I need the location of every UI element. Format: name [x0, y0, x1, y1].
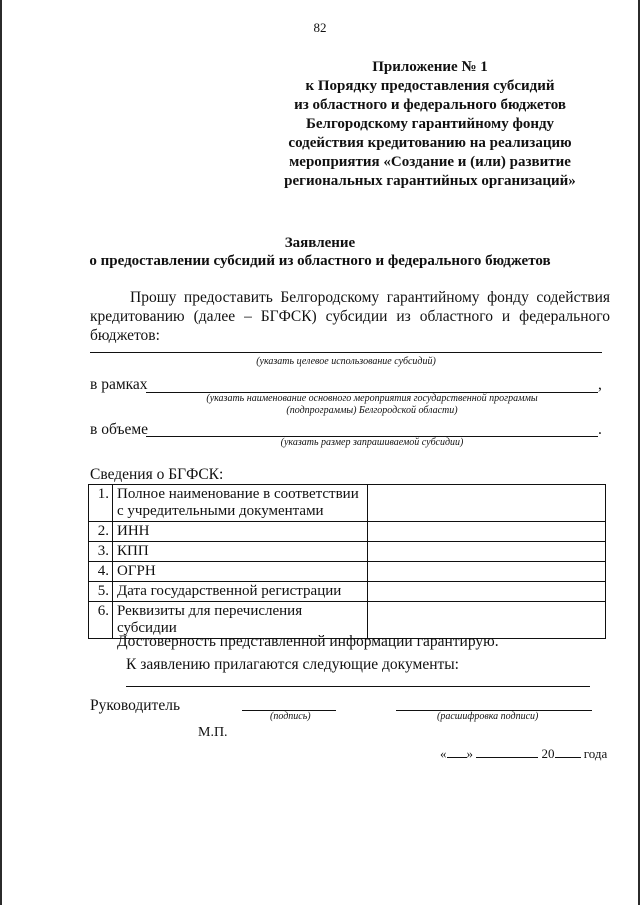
stamp-label: М.П. [198, 725, 228, 740]
row-number: 2. [89, 522, 113, 542]
table-row [89, 562, 606, 582]
scope-label: в рамках [90, 376, 148, 393]
signature-hint: (подпись) [270, 711, 311, 722]
year-suffix: года [583, 746, 608, 761]
table-row [89, 522, 606, 542]
appendix-line: региональных гарантийных организаций» [284, 173, 576, 189]
head-label: Руководитель [90, 697, 181, 714]
attachments-text: К заявлению прилагаются следующие документы: [126, 656, 459, 673]
row-label: ИНН [113, 522, 368, 542]
appendix-line: Приложение № 1 [372, 59, 488, 75]
bgfsk-info-table [88, 484, 606, 639]
request-paragraph: Прошу предоставить Белгородскому гарантийному фонду содействия кредитованию (далее – БГФСК) субсидии из областного и федерального бюджетов: [90, 289, 610, 344]
decode-hint: (расшифровка подписи) [437, 711, 539, 722]
row-number: 3. [89, 542, 113, 562]
table-row [89, 485, 606, 522]
row-label: Дата государственной регистрации [113, 582, 368, 602]
page-border-left [0, 0, 2, 905]
table-row [89, 582, 606, 602]
table-row [89, 542, 606, 562]
row-number: 6. [89, 602, 113, 639]
row-label: ОГРН [113, 562, 368, 582]
row-value-field[interactable] [368, 582, 606, 602]
row-value-field[interactable] [368, 522, 606, 542]
month-blank[interactable] [476, 757, 538, 758]
row-number: 5. [89, 582, 113, 602]
title-line-1: Заявление [284, 235, 356, 251]
document-title [0, 234, 640, 270]
day-blank[interactable] [447, 757, 467, 758]
date-line [440, 746, 607, 762]
row-value-field[interactable] [368, 542, 606, 562]
info-heading: Сведения о БГФСК: [90, 466, 224, 483]
appendix-line: содействия кредитованию на реализацию [288, 135, 572, 151]
year-blank[interactable] [555, 757, 581, 758]
guarantee-text: Достоверность представленной информации гарантирую. [117, 633, 499, 650]
page-number: 82 [313, 20, 327, 35]
row-number: 1. [89, 485, 113, 522]
row-value-field[interactable] [368, 562, 606, 582]
scope-hint-2: (подпрограммы) Белгородской области) [286, 405, 458, 416]
appendix-line: к Порядку предоставления субсидий [305, 78, 555, 94]
amount-hint: (указать размер запрашиваемой субсидии) [280, 437, 464, 448]
row-label: КПП [113, 542, 368, 562]
purpose-hint: (указать целевое использование субсидий) [256, 356, 436, 367]
amount-label: в объеме [90, 421, 149, 438]
purpose-blank-line[interactable] [90, 352, 602, 353]
appendix-header [240, 58, 620, 191]
scope-comma: , [598, 376, 602, 393]
row-number: 4. [89, 562, 113, 582]
title-line-2: о предоставлении субсидий из областного и федерального бюджетов [89, 253, 551, 269]
row-label: Реквизиты для перечисления субсидии [113, 602, 368, 639]
row-value-field[interactable] [368, 485, 606, 522]
row-label: Полное наименование в соответствии с учредительными документами [113, 485, 368, 522]
year-prefix: 20 [541, 746, 555, 761]
date-open-quote: « [440, 746, 447, 761]
attachments-blank-line[interactable] [126, 686, 590, 687]
appendix-line: Белгородскому гарантийному фонду [305, 116, 555, 132]
date-close-quote: » [466, 746, 473, 761]
amount-period: . [598, 421, 602, 438]
scope-hint-1: (указать наименование основного мероприятия государственной программы [206, 393, 538, 404]
appendix-line: мероприятия «Создание и (или) развитие [289, 154, 571, 170]
appendix-line: из областного и федерального бюджетов [294, 97, 566, 113]
